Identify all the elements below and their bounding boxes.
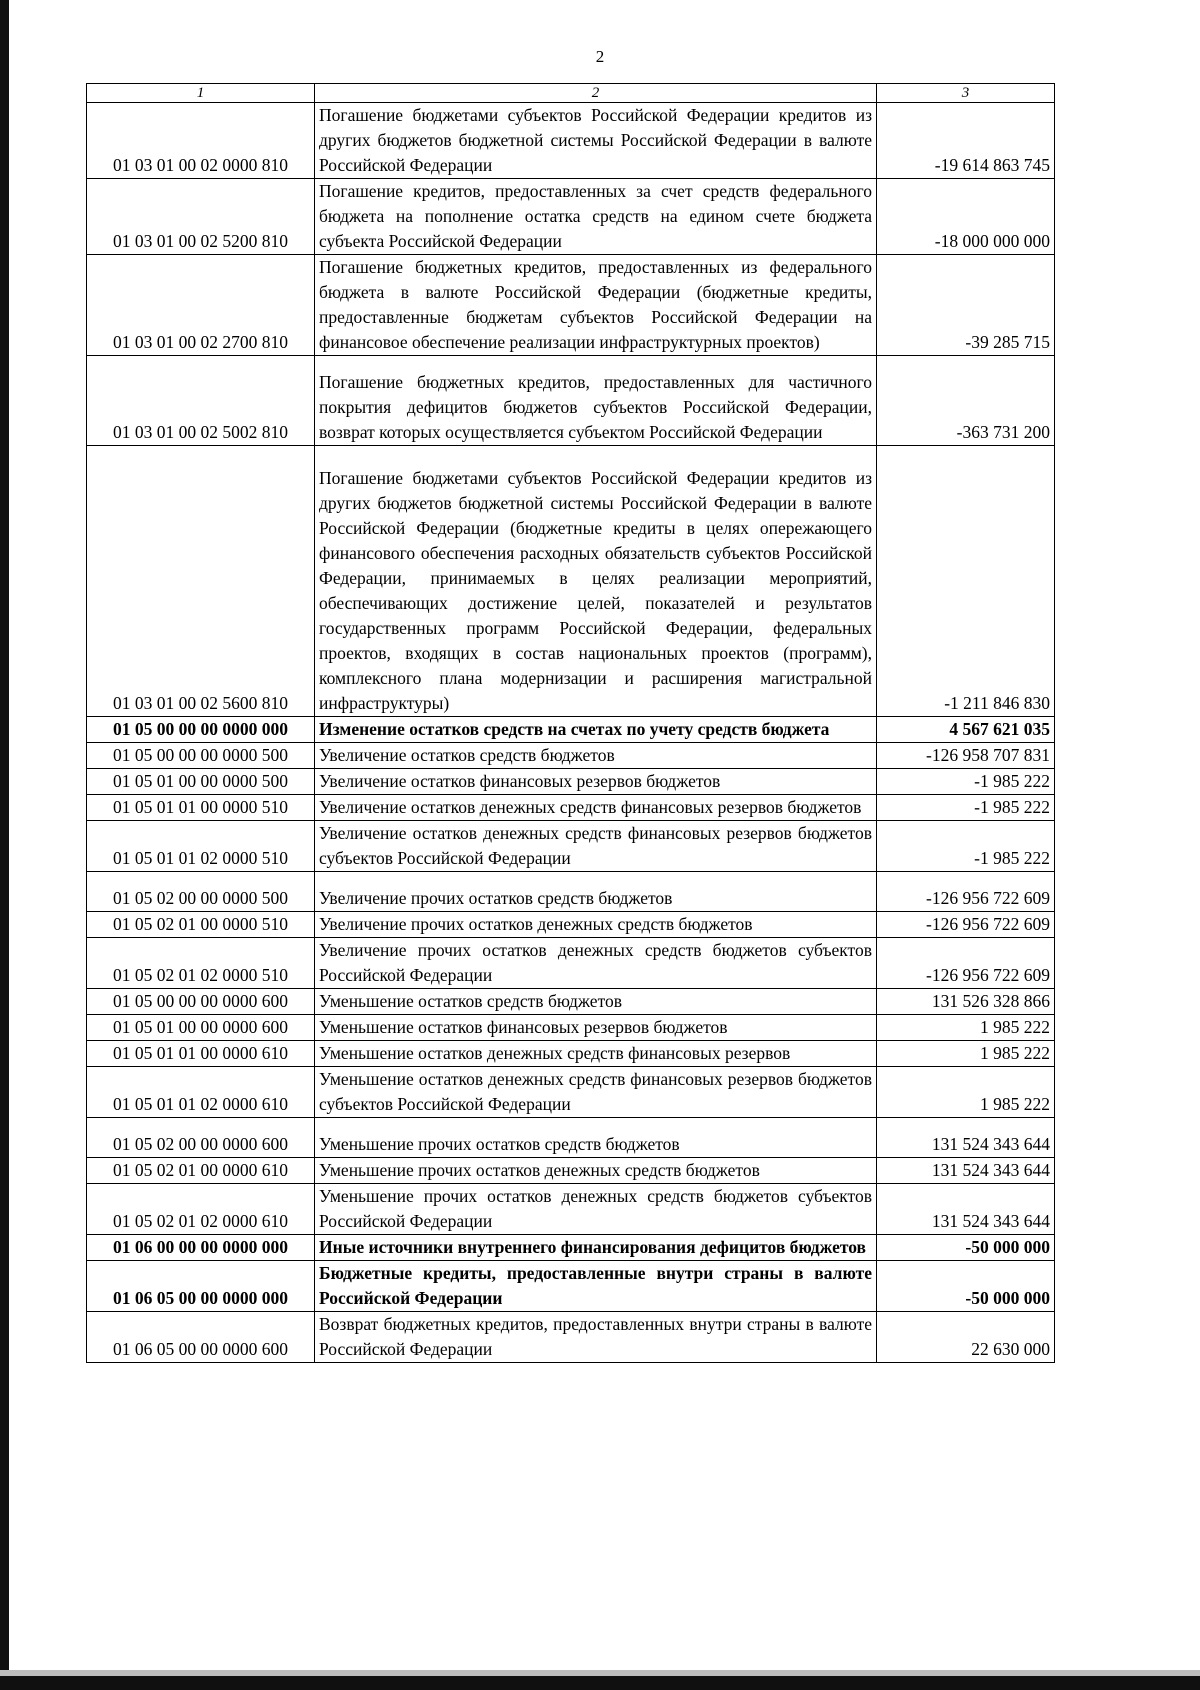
row-amount-cell: 1 985 222 [877,1015,1055,1041]
row-amount-cell: -50 000 000 [877,1261,1055,1312]
row-code-cell: 01 05 02 01 00 0000 610 [87,1158,315,1184]
row-code-cell: 01 05 01 01 02 0000 510 [87,821,315,872]
row-amount-cell: -126 958 707 831 [877,743,1055,769]
row-amount-cell: 131 524 343 644 [877,1184,1055,1235]
table-row [87,1261,1055,1312]
table-row [87,1067,1055,1118]
row-amount-cell: 131 524 343 644 [877,1118,1055,1158]
row-code-cell: 01 05 02 01 02 0000 510 [87,938,315,989]
row-description-cell: Уменьшение остатков средств бюджетов [315,989,877,1015]
table-row [87,717,1055,743]
table-row [87,356,1055,446]
row-description-cell: Изменение остатков средств на счетах по учету средств бюджета [315,717,877,743]
row-description-cell: Погашение кредитов, предоставленных за счет средств федерального бюджета на пополнение остатка средств на едином счете бюджета субъекта Российской Федерации [315,179,877,255]
row-amount-cell: -1 985 222 [877,821,1055,872]
budget-sources-table [86,83,1055,1363]
row-description-cell: Погашение бюджетами субъектов Российской Федерации кредитов из других бюджетов бюджетной системы Российской Федерации в валюте Российской Федерации [315,103,877,179]
scan-edge-left [0,0,9,1690]
row-code-cell: 01 03 01 00 02 0000 810 [87,103,315,179]
row-description-cell: Уменьшение прочих остатков денежных средств бюджетов [315,1158,877,1184]
scan-edge-bottom [0,1676,1200,1690]
row-amount-cell: -19 614 863 745 [877,103,1055,179]
row-code-cell: 01 05 02 00 00 0000 600 [87,1118,315,1158]
row-description-cell: Увеличение остатков денежных средств финансовых резервов бюджетов [315,795,877,821]
table-row [87,1312,1055,1363]
row-amount-cell: -1 211 846 830 [877,446,1055,717]
table-row [87,821,1055,872]
row-code-cell: 01 05 02 01 02 0000 610 [87,1184,315,1235]
row-code-cell: 01 05 01 01 00 0000 510 [87,795,315,821]
row-amount-cell: 131 524 343 644 [877,1158,1055,1184]
table-row [87,912,1055,938]
row-description-cell: Уменьшение остатков финансовых резервов бюджетов [315,1015,877,1041]
row-code-cell: 01 05 02 01 00 0000 510 [87,912,315,938]
row-description-cell: Бюджетные кредиты, предоставленные внутри страны в валюте Российской Федерации [315,1261,877,1312]
header-col-code: 1 [87,84,315,103]
table-body [87,84,1055,1363]
table-row [87,1118,1055,1158]
row-code-cell: 01 06 05 00 00 0000 000 [87,1261,315,1312]
table-row [87,446,1055,717]
row-amount-cell: -1 985 222 [877,769,1055,795]
table-row [87,1015,1055,1041]
row-amount-cell: -126 956 722 609 [877,872,1055,912]
table-row [87,1041,1055,1067]
row-code-cell: 01 05 00 00 00 0000 600 [87,989,315,1015]
row-description-cell: Уменьшение остатков денежных средств финансовых резервов бюджетов субъектов Российской Федерации [315,1067,877,1118]
row-amount-cell: -50 000 000 [877,1235,1055,1261]
row-code-cell: 01 06 00 00 00 0000 000 [87,1235,315,1261]
row-amount-cell: -363 731 200 [877,356,1055,446]
row-description-cell: Увеличение остатков денежных средств финансовых резервов бюджетов субъектов Российской Федерации [315,821,877,872]
table-row [87,795,1055,821]
row-description-cell: Увеличение прочих остатков средств бюджетов [315,872,877,912]
row-amount-cell: -126 956 722 609 [877,912,1055,938]
row-description-cell: Увеличение прочих остатков денежных средств бюджетов субъектов Российской Федерации [315,938,877,989]
row-description-cell: Увеличение остатков средств бюджетов [315,743,877,769]
row-description-cell: Уменьшение прочих остатков средств бюджетов [315,1118,877,1158]
row-amount-cell: 131 526 328 866 [877,989,1055,1015]
table-row [87,743,1055,769]
row-description-cell: Возврат бюджетных кредитов, предоставленных внутри страны в валюте Российской Федерации [315,1312,877,1363]
row-amount-cell: -126 956 722 609 [877,938,1055,989]
table-header-row [87,84,1055,103]
table-row [87,179,1055,255]
row-code-cell: 01 03 01 00 02 5002 810 [87,356,315,446]
table-row [87,1235,1055,1261]
table-row [87,872,1055,912]
row-code-cell: 01 03 01 00 02 2700 810 [87,255,315,356]
row-amount-cell: 1 985 222 [877,1041,1055,1067]
header-col-amount: 3 [877,84,1055,103]
row-code-cell: 01 05 02 00 00 0000 500 [87,872,315,912]
table-row [87,938,1055,989]
row-code-cell: 01 05 01 00 00 0000 600 [87,1015,315,1041]
row-description-cell: Уменьшение прочих остатков денежных средств бюджетов субъектов Российской Федерации [315,1184,877,1235]
row-description-cell: Увеличение прочих остатков денежных средств бюджетов [315,912,877,938]
table-row [87,255,1055,356]
row-amount-cell: -1 985 222 [877,795,1055,821]
row-description-cell: Уменьшение остатков денежных средств финансовых резервов [315,1041,877,1067]
table-row [87,1184,1055,1235]
table-row [87,103,1055,179]
row-code-cell: 01 05 00 00 00 0000 500 [87,743,315,769]
table-row [87,769,1055,795]
row-description-cell: Погашение бюджетных кредитов, предоставленных из федерального бюджета в валюте Российской Федерации (бюджетные кредиты, предоставленные бюджетам субъектов Российской Федерации на финансовое обеспечение реализации инфраструктурных проектов) [315,255,877,356]
table-row [87,989,1055,1015]
row-amount-cell: -18 000 000 000 [877,179,1055,255]
row-code-cell: 01 05 01 00 00 0000 500 [87,769,315,795]
row-description-cell: Погашение бюджетами субъектов Российской Федерации кредитов из других бюджетов бюджетной системы Российской Федерации в валюте Российской Федерации (бюджетные кредиты в целях опережающего финансового обеспечения расходных обязательств субъектов Российской Федерации, принимаемых в целях реализации мероприятий, обеспечивающих достижение целей, показателей и результатов государственных программ Российской Федерации, федеральных проектов, входящих в состав национальных проектов (программ), комплексного плана модернизации и расширения магистральной инфраструктуры) [315,446,877,717]
row-code-cell: 01 06 05 00 00 0000 600 [87,1312,315,1363]
row-code-cell: 01 05 00 00 00 0000 000 [87,717,315,743]
row-description-cell: Увеличение остатков финансовых резервов бюджетов [315,769,877,795]
row-amount-cell: 1 985 222 [877,1067,1055,1118]
row-amount-cell: 4 567 621 035 [877,717,1055,743]
row-code-cell: 01 05 01 01 02 0000 610 [87,1067,315,1118]
row-description-cell: Погашение бюджетных кредитов, предоставленных для частичного покрытия дефицитов бюджетов субъектов Российской Федерации, возврат которых осуществляется субъектом Российской Федерации [315,356,877,446]
row-code-cell: 01 05 01 01 00 0000 610 [87,1041,315,1067]
header-col-description: 2 [315,84,877,103]
row-code-cell: 01 03 01 00 02 5600 810 [87,446,315,717]
row-code-cell: 01 03 01 00 02 5200 810 [87,179,315,255]
page-number: 2 [595,47,605,66]
row-amount-cell: 22 630 000 [877,1312,1055,1363]
table-row [87,1158,1055,1184]
row-amount-cell: -39 285 715 [877,255,1055,356]
row-description-cell: Иные источники внутреннего финансирования дефицитов бюджетов [315,1235,877,1261]
